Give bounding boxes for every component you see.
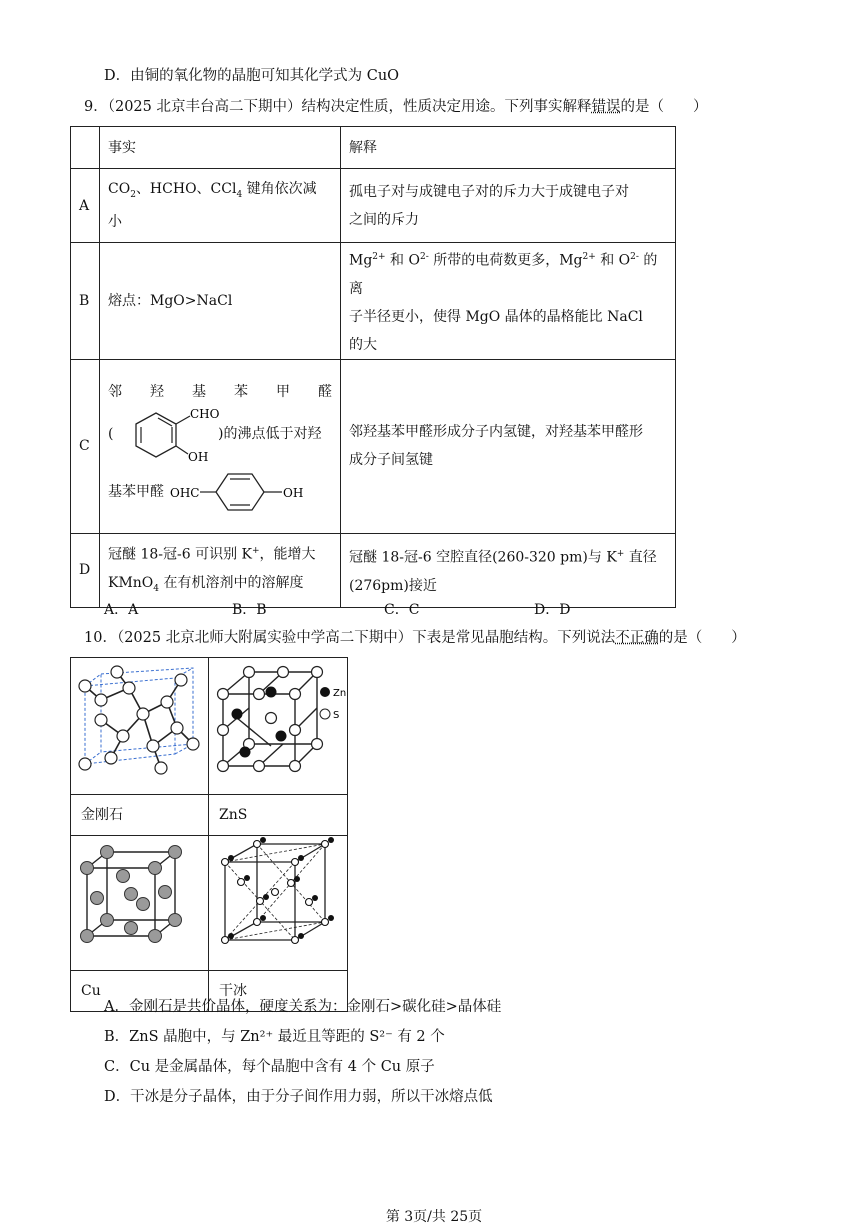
q9-option-b: B．B	[232, 602, 267, 618]
q9-fact-a: $CO_2$、HCHO、CCl$_4$ 键角依次减 小	[100, 169, 341, 243]
page-footer: 第 3页/共 25页	[385, 1209, 483, 1225]
q10-option-d: D．干冰是分子晶体，由于分子间作用力弱，所以干冰熔点低	[104, 1089, 493, 1105]
q10-table	[70, 657, 348, 1012]
s-legend-label: S	[333, 710, 340, 721]
q9-option-c: C．C	[384, 602, 420, 618]
q10-stem-prefix: 10．（2025 北京北师大附属实验中学高二下期中）下表是常见晶胞结构。下列说法	[84, 630, 616, 646]
dry-ice-crystal-icon	[209, 836, 347, 960]
svg-text:OHC: OHC	[170, 486, 200, 501]
q9-option-a: A．A	[104, 602, 139, 618]
svg-text:OH: OH	[283, 486, 304, 501]
q9-option-d: D．D	[534, 602, 571, 618]
q9-stem-suffix: 的是（ ）	[620, 99, 708, 115]
cu-crystal-icon	[71, 836, 208, 960]
q9-header-empty	[71, 127, 100, 169]
q9-stem	[84, 97, 707, 117]
q10-stem	[84, 628, 746, 648]
q9-header-fact: 事实	[100, 127, 341, 169]
cu-cell-image	[71, 836, 209, 971]
q9-expl-c: 邻羟基苯甲醛形成分子内氢键，对羟基苯甲醛形 成分子间氢键	[341, 359, 676, 533]
q9-stem-prefix: 9．（2025 北京丰台高二下期中）结构决定性质，性质决定用途。下列事实解释	[84, 99, 592, 115]
zns-cell-label: ZnS	[209, 795, 348, 836]
cu-cell-label: Cu	[71, 971, 209, 1012]
zn-legend-dot	[320, 687, 330, 697]
q9-row-label: D	[71, 533, 100, 607]
s-legend-dot	[320, 709, 330, 719]
q9-row-label: B	[71, 243, 100, 360]
zns-crystal-icon	[209, 658, 347, 784]
o-hydroxybenzaldehyde-structure	[116, 404, 226, 468]
q9-row-a	[71, 169, 676, 243]
diamond-cell-label: 金刚石	[71, 795, 209, 836]
dry-ice-cell-image	[209, 836, 348, 971]
q9-row-label: C	[71, 359, 100, 533]
q9-fact-b: 熔点：MgO>NaCl	[100, 243, 341, 360]
q9-row-d	[71, 533, 676, 607]
zns-cell-image	[209, 658, 348, 795]
q9-row-b	[71, 243, 676, 360]
q10-stem-suffix: 的是（ ）	[658, 630, 746, 646]
zn-legend-label: Zn	[333, 688, 347, 699]
q8-option-d: D．由铜的氧化物的晶胞可知其化学式为 CuO	[104, 68, 400, 84]
dry-ice-cell-label: 干冰	[209, 971, 348, 1012]
q9-expl-b: $Mg^{2+}$ 和 $O^{2-}$ 所带的电荷数更多，$Mg^{2+}$ 和 $O^{2-}$ 的离 子半径更小，使得 MgO 晶体的晶格能比 NaCl 的大	[341, 243, 676, 360]
svg-text:OH: OH	[188, 450, 209, 465]
q9-expl-d: 冠醚 18-冠-6 空腔直径(260-320 pm)与 K+ 直径 (276pm)接近	[341, 533, 676, 607]
q9-expl-a: 孤电子对与成键电子对的斥力大于成键电子对 之间的斥力	[341, 169, 676, 243]
q9-table	[70, 126, 676, 608]
diamond-crystal-icon	[71, 658, 208, 784]
q9-header-explanation: 解释	[341, 127, 676, 169]
q9-fact-d: 冠醚 18-冠-6 可识别 K+，能增大 KMnO$_4$ 在有机溶剂中的溶解度	[100, 533, 341, 607]
q9-stem-emph: 错误	[591, 99, 621, 115]
svg-text:CHO: CHO	[190, 407, 220, 422]
q10-option-c: C．Cu 是金属晶体，每个晶胞中含有 4 个 Cu 原子	[104, 1059, 435, 1075]
p-hydroxybenzaldehyde-structure	[170, 470, 330, 514]
diamond-cell-image	[71, 658, 209, 795]
q10-option-a: A．金刚石是共价晶体，硬度关系为：金刚石>碳化硅>晶体硅	[104, 999, 502, 1015]
q9-row-label: A	[71, 169, 100, 243]
q9-row-c	[71, 359, 676, 533]
q9-fact-c: 邻 羟 基 苯 甲 醛 ( CHO OH )的沸点低于对羟 基苯甲醛 OHC OH	[100, 359, 341, 533]
q10-stem-emph: 不正确	[615, 630, 659, 646]
q10-option-b: B．ZnS 晶胞中，与 Zn²⁺ 最近且等距的 S²⁻ 有 2 个	[104, 1029, 445, 1045]
